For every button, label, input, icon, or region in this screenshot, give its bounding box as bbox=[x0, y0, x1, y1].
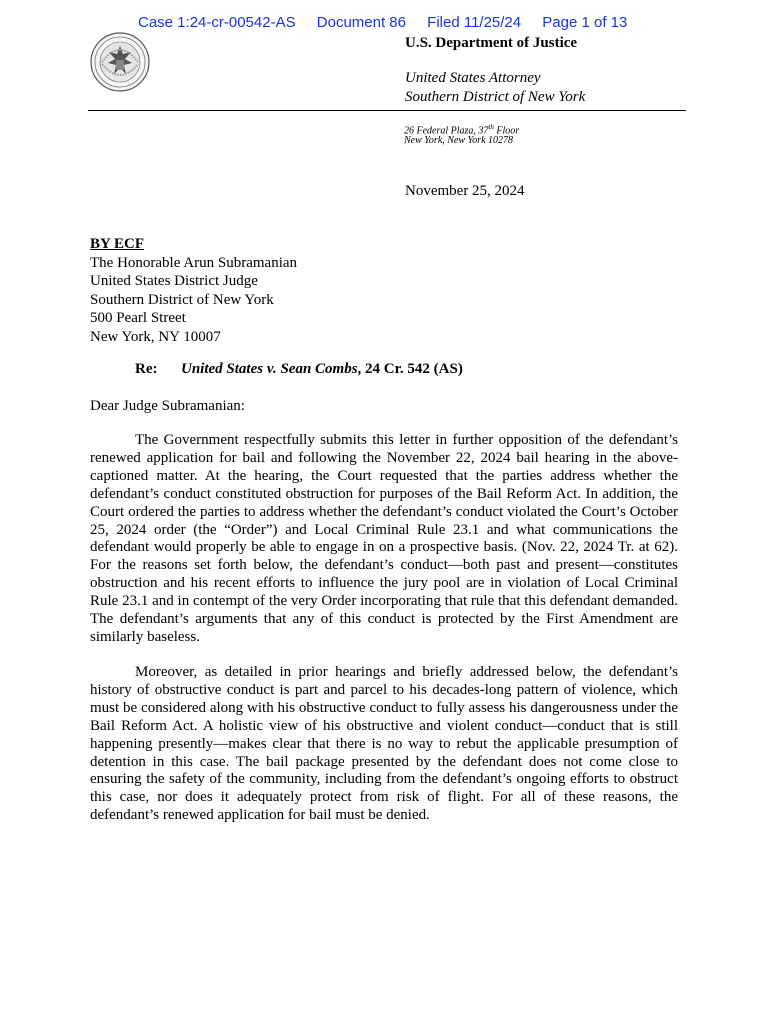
office-district: Southern District of New York bbox=[405, 89, 586, 105]
page-indicator: Page 1 of 13 bbox=[542, 14, 628, 31]
case-docket: , 24 Cr. 542 (AS) bbox=[357, 361, 463, 377]
salutation: Dear Judge Subramanian: bbox=[90, 398, 245, 414]
letter-date: November 25, 2024 bbox=[405, 183, 525, 199]
doj-seal-icon bbox=[90, 32, 150, 92]
letterhead-divider bbox=[88, 110, 686, 111]
case-number: Case 1:24-cr-00542-AS bbox=[138, 14, 296, 31]
re-label: Re: bbox=[135, 361, 158, 377]
addressee-line: New York, NY 10007 bbox=[90, 328, 221, 345]
office-address-line2: New York, New York 10278 bbox=[404, 135, 514, 146]
delivery-method: BY ECF bbox=[90, 236, 145, 252]
office-title: United States Attorney bbox=[405, 70, 541, 86]
department-name: U.S. Department of Justice bbox=[405, 35, 578, 51]
addressee-line: United States District Judge bbox=[90, 273, 258, 290]
addressee-line: 500 Pearl Street bbox=[90, 310, 186, 327]
case-caption: United States v. Sean Combs bbox=[181, 361, 358, 377]
filed-date: Filed 11/25/24 bbox=[427, 14, 522, 31]
addressee-line: The Honorable Arun Subramanian bbox=[90, 255, 298, 271]
ecf-filing-header bbox=[138, 14, 627, 31]
body-paragraph: Moreover, as detailed in prior hearings and briefly addressed below, the defendant’s history of obstructive conduct is part and parcel to his decades-long pattern of violence, which must be considered along with his obstructive conduct to fully assess his dangerousness under the Bail Reform Act. A holistic view of his obstructive and violent conduct—conduct that is still happening presently—makes clear that there is no way to rebut the applicable presumption of detention in this case. The bail package presented by the defendant does not come close to ensuring the safety of the community, including from the defendant’s ongoing efforts to obstruct this case, nor does it adequately protect from risk of flight. For all of these reasons, the defendant’s renewed application for bail must be denied. bbox=[90, 664, 678, 824]
office-address-line1: 26 Federal Plaza, 37th Floor bbox=[404, 123, 520, 137]
addressee-line: Southern District of New York bbox=[90, 291, 274, 308]
re-line bbox=[135, 361, 463, 378]
document-number: Document 86 bbox=[316, 14, 406, 31]
addressee-block bbox=[90, 254, 297, 346]
body-paragraph: The Government respectfully submits this letter in further opposition of the defendant’s renewed application for bail and following the November 22, 2024 bail hearing in the above-captioned matter. At the hearing, the Court requested that the parties address whether the defendant’s conduct constituted obstruction for purposes of the Bail Reform Act. In addition, the Court ordered the parties to address whether the defendant’s conduct violated the Court’s October 25, 2024 order (the “Order”) and Local Criminal Rule 23.1 and what communications the defendant would properly be able to engage in on a prospective basis. (Nov. 22, 2024 Tr. at 62). For the reasons set forth below, the defendant’s conduct—both past and present—constitutes obstruction and his recent efforts to influence the jury pool are in violation of Local Criminal Rule 23.1 and in contempt of the very Order incorporating that rule that this defendant demanded. The defendant’s arguments that any of this conduct is protected by the First Amendment are similarly baseless. bbox=[90, 432, 678, 645]
